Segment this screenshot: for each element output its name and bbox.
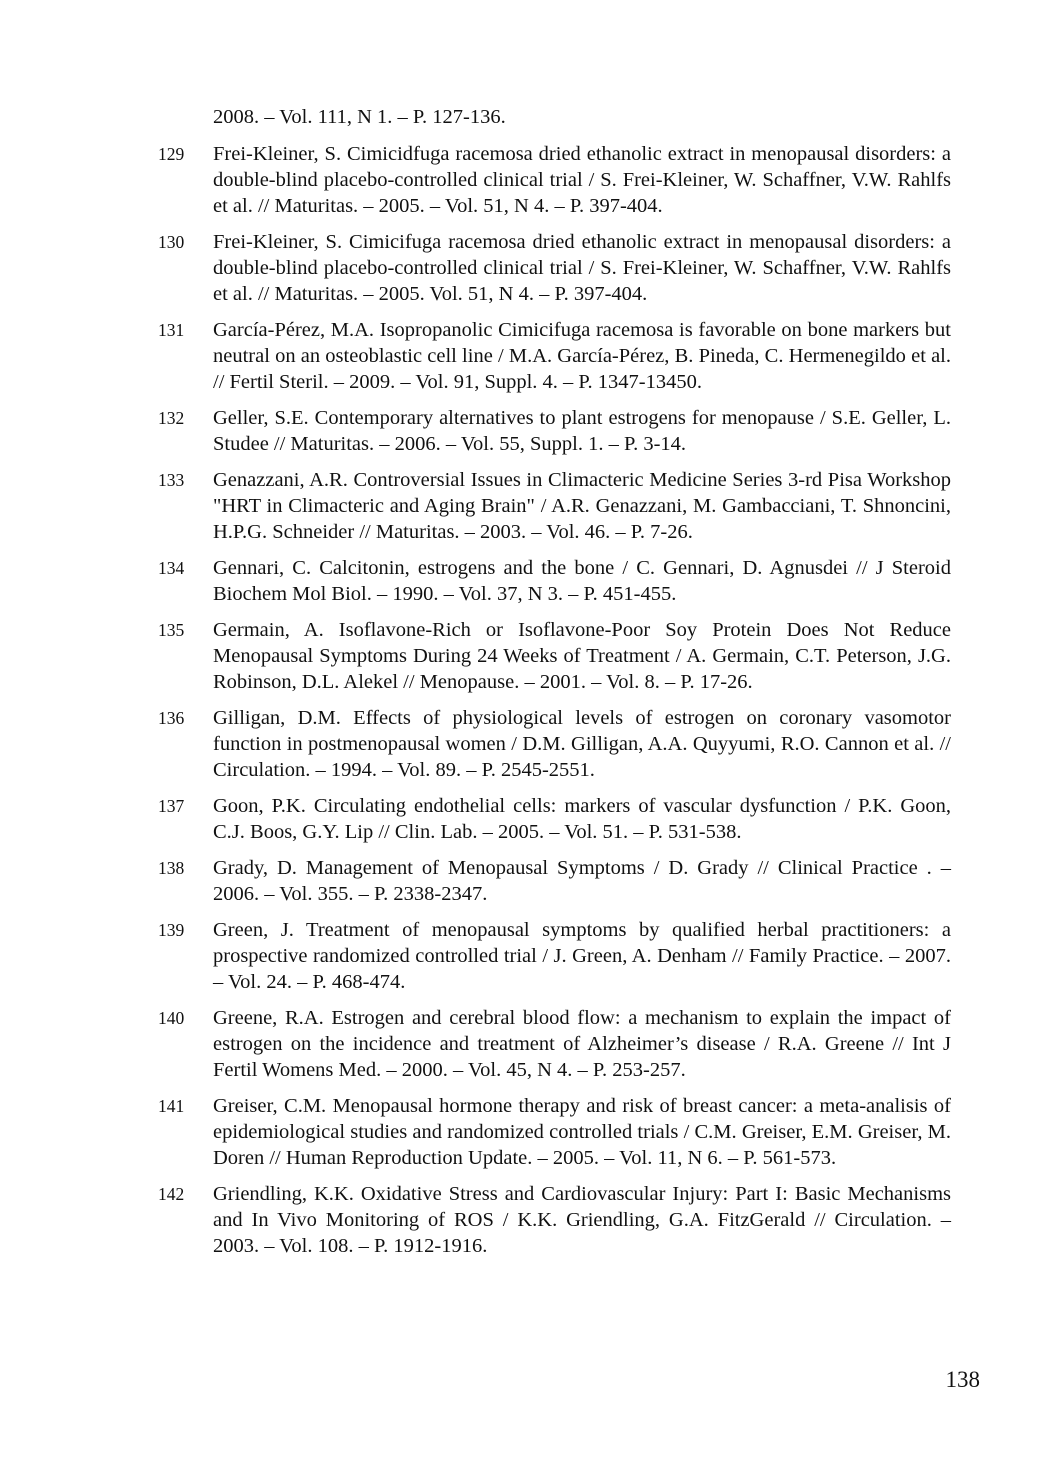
reference-list xyxy=(158,141,951,1269)
reference-text: Germain, A. Isoflavone-Rich or Isoflavone-Poor Soy Protein Does Not Reduce Menopausal Symptoms During 24 Weeks of Treatment / A. Germain, C.T. Peterson, J.G. Robinson, D.L. Alekel // Menopause. – 2001. – Vol. 8. – P. 17-26. xyxy=(213,619,951,693)
reference-number: 135 xyxy=(158,620,185,640)
reference-continuation: 2008. – Vol. 111, N 1. – P. 127-136. xyxy=(213,106,506,128)
reference-text: Greiser, C.M. Menopausal hormone therapy and risk of breast cancer: a meta-analisis of epidemiological studies and randomized controlled trials / C.M. Greiser, E.M. Greiser, M. Doren // Human Reproduction Update. – 2005. – Vol. 11, N 6. – P. 561-573. xyxy=(213,1095,951,1169)
reference-entry xyxy=(158,793,951,845)
reference-entry xyxy=(158,1181,951,1259)
reference-number: 140 xyxy=(158,1008,185,1028)
reference-text: Griendling, K.K. Oxidative Stress and Cardiovascular Injury: Part I: Basic Mechanisms and In Vivo Monitoring of ROS / K.K. Griendling, G.A. FitzGerald // Circulation. – 2003. – Vol. 108. – P. 1912-1916. xyxy=(213,1183,951,1257)
reference-number: 129 xyxy=(158,144,185,164)
reference-text: Frei-Kleiner, S. Cimicidfuga racemosa dried ethanolic extract in menopausal disorders: a double-blind placebo-controlled clinical trial / S. Frei-Kleiner, W. Schaffner, V.W. Rahlfs et al. // Maturitas. – 2005. – Vol. 51, N 4. – P. 397-404. xyxy=(213,143,951,217)
reference-text: Goon, P.K. Circulating endothelial cells: markers of vascular dysfunction / P.K. Goon, C.J. Boos, G.Y. Lip // Clin. Lab. – 2005. – Vol. 51. – P. 531-538. xyxy=(213,795,951,843)
reference-entry xyxy=(158,467,951,545)
reference-number: 133 xyxy=(158,470,185,490)
reference-number: 134 xyxy=(158,558,185,578)
reference-text: Greene, R.A. Estrogen and cerebral blood flow: a mechanism to explain the impact of estrogen on the incidence and treatment of Alzheimer’s disease / R.A. Greene // Int J Fertil Womens Med. – 2000. – Vol. 45, N 4. – P. 253-257. xyxy=(213,1007,951,1081)
reference-text: Gennari, C. Calcitonin, estrogens and the bone / C. Gennari, D. Agnusdei // J Steroid Biochem Mol Biol. – 1990. – Vol. 37, N 3. – P. 451-455. xyxy=(213,557,951,605)
reference-number: 137 xyxy=(158,796,185,816)
reference-entry xyxy=(158,1093,951,1171)
reference-number: 130 xyxy=(158,232,185,252)
reference-entry xyxy=(158,555,951,607)
reference-entry xyxy=(158,917,951,995)
reference-number: 136 xyxy=(158,708,185,728)
reference-entry xyxy=(158,1005,951,1083)
reference-text: Genazzani, A.R. Controversial Issues in Climacteric Medicine Series 3-rd Pisa Workshop "HRT in Climacteric and Aging Brain" / A.R. Genazzani, M. Gambacciani, T. Shnoncini, H.P.G. Schneider // Maturitas. – 2003. – Vol. 46. – P. 7-26. xyxy=(213,469,951,543)
reference-entry xyxy=(158,405,951,457)
reference-number: 142 xyxy=(158,1184,185,1204)
reference-entry xyxy=(158,705,951,783)
page-number: 138 xyxy=(945,1367,980,1392)
reference-text: Geller, S.E. Contemporary alternatives to plant estrogens for menopause / S.E. Geller, L. Studee // Maturitas. – 2006. – Vol. 55, Suppl. 1. – P. 3-14. xyxy=(213,407,951,455)
reference-entry xyxy=(158,229,951,307)
reference-text: Gilligan, D.M. Effects of physiological levels of estrogen on coronary vasomotor function in postmenopausal women / D.M. Gilligan, A.A. Quyyumi, R.O. Cannon et al. // Circulation. – 1994. – Vol. 89. – P. 2545-2551. xyxy=(213,707,951,781)
reference-text: García-Pérez, M.A. Isopropanolic Cimicifuga racemosa is favorable on bone markers but neutral on an osteoblastic cell line / M.A. García-Pérez, B. Pineda, C. Hermenegildo et al. // Fertil Steril. – 2009. – Vol. 91, Suppl. 4. – P. 1347-13450. xyxy=(213,319,951,393)
reference-number: 131 xyxy=(158,320,185,340)
reference-text: Frei-Kleiner, S. Cimicifuga racemosa dried ethanolic extract in menopausal disorders: a double-blind placebo-controlled clinical trial / S. Frei-Kleiner, W. Schaffner, V.W. Rahlfs et al. // Maturitas. – 2005. Vol. 51, N 4. – P. 397-404. xyxy=(213,231,951,305)
reference-number: 138 xyxy=(158,858,185,878)
reference-text: Green, J. Treatment of menopausal symptoms by qualified herbal practitioners: a prospective randomized controlled trial / J. Green, A. Denham // Family Practice. – 2007. – Vol. 24. – P. 468-474. xyxy=(213,919,951,993)
reference-number: 132 xyxy=(158,408,185,428)
reference-entry xyxy=(158,317,951,395)
reference-entry xyxy=(158,617,951,695)
reference-number: 141 xyxy=(158,1096,185,1116)
reference-entry xyxy=(158,855,951,907)
reference-text: Grady, D. Management of Menopausal Symptoms / D. Grady // Clinical Practice . – 2006. – Vol. 355. – P. 2338-2347. xyxy=(213,857,951,905)
reference-entry xyxy=(158,141,951,219)
reference-number: 139 xyxy=(158,920,185,940)
